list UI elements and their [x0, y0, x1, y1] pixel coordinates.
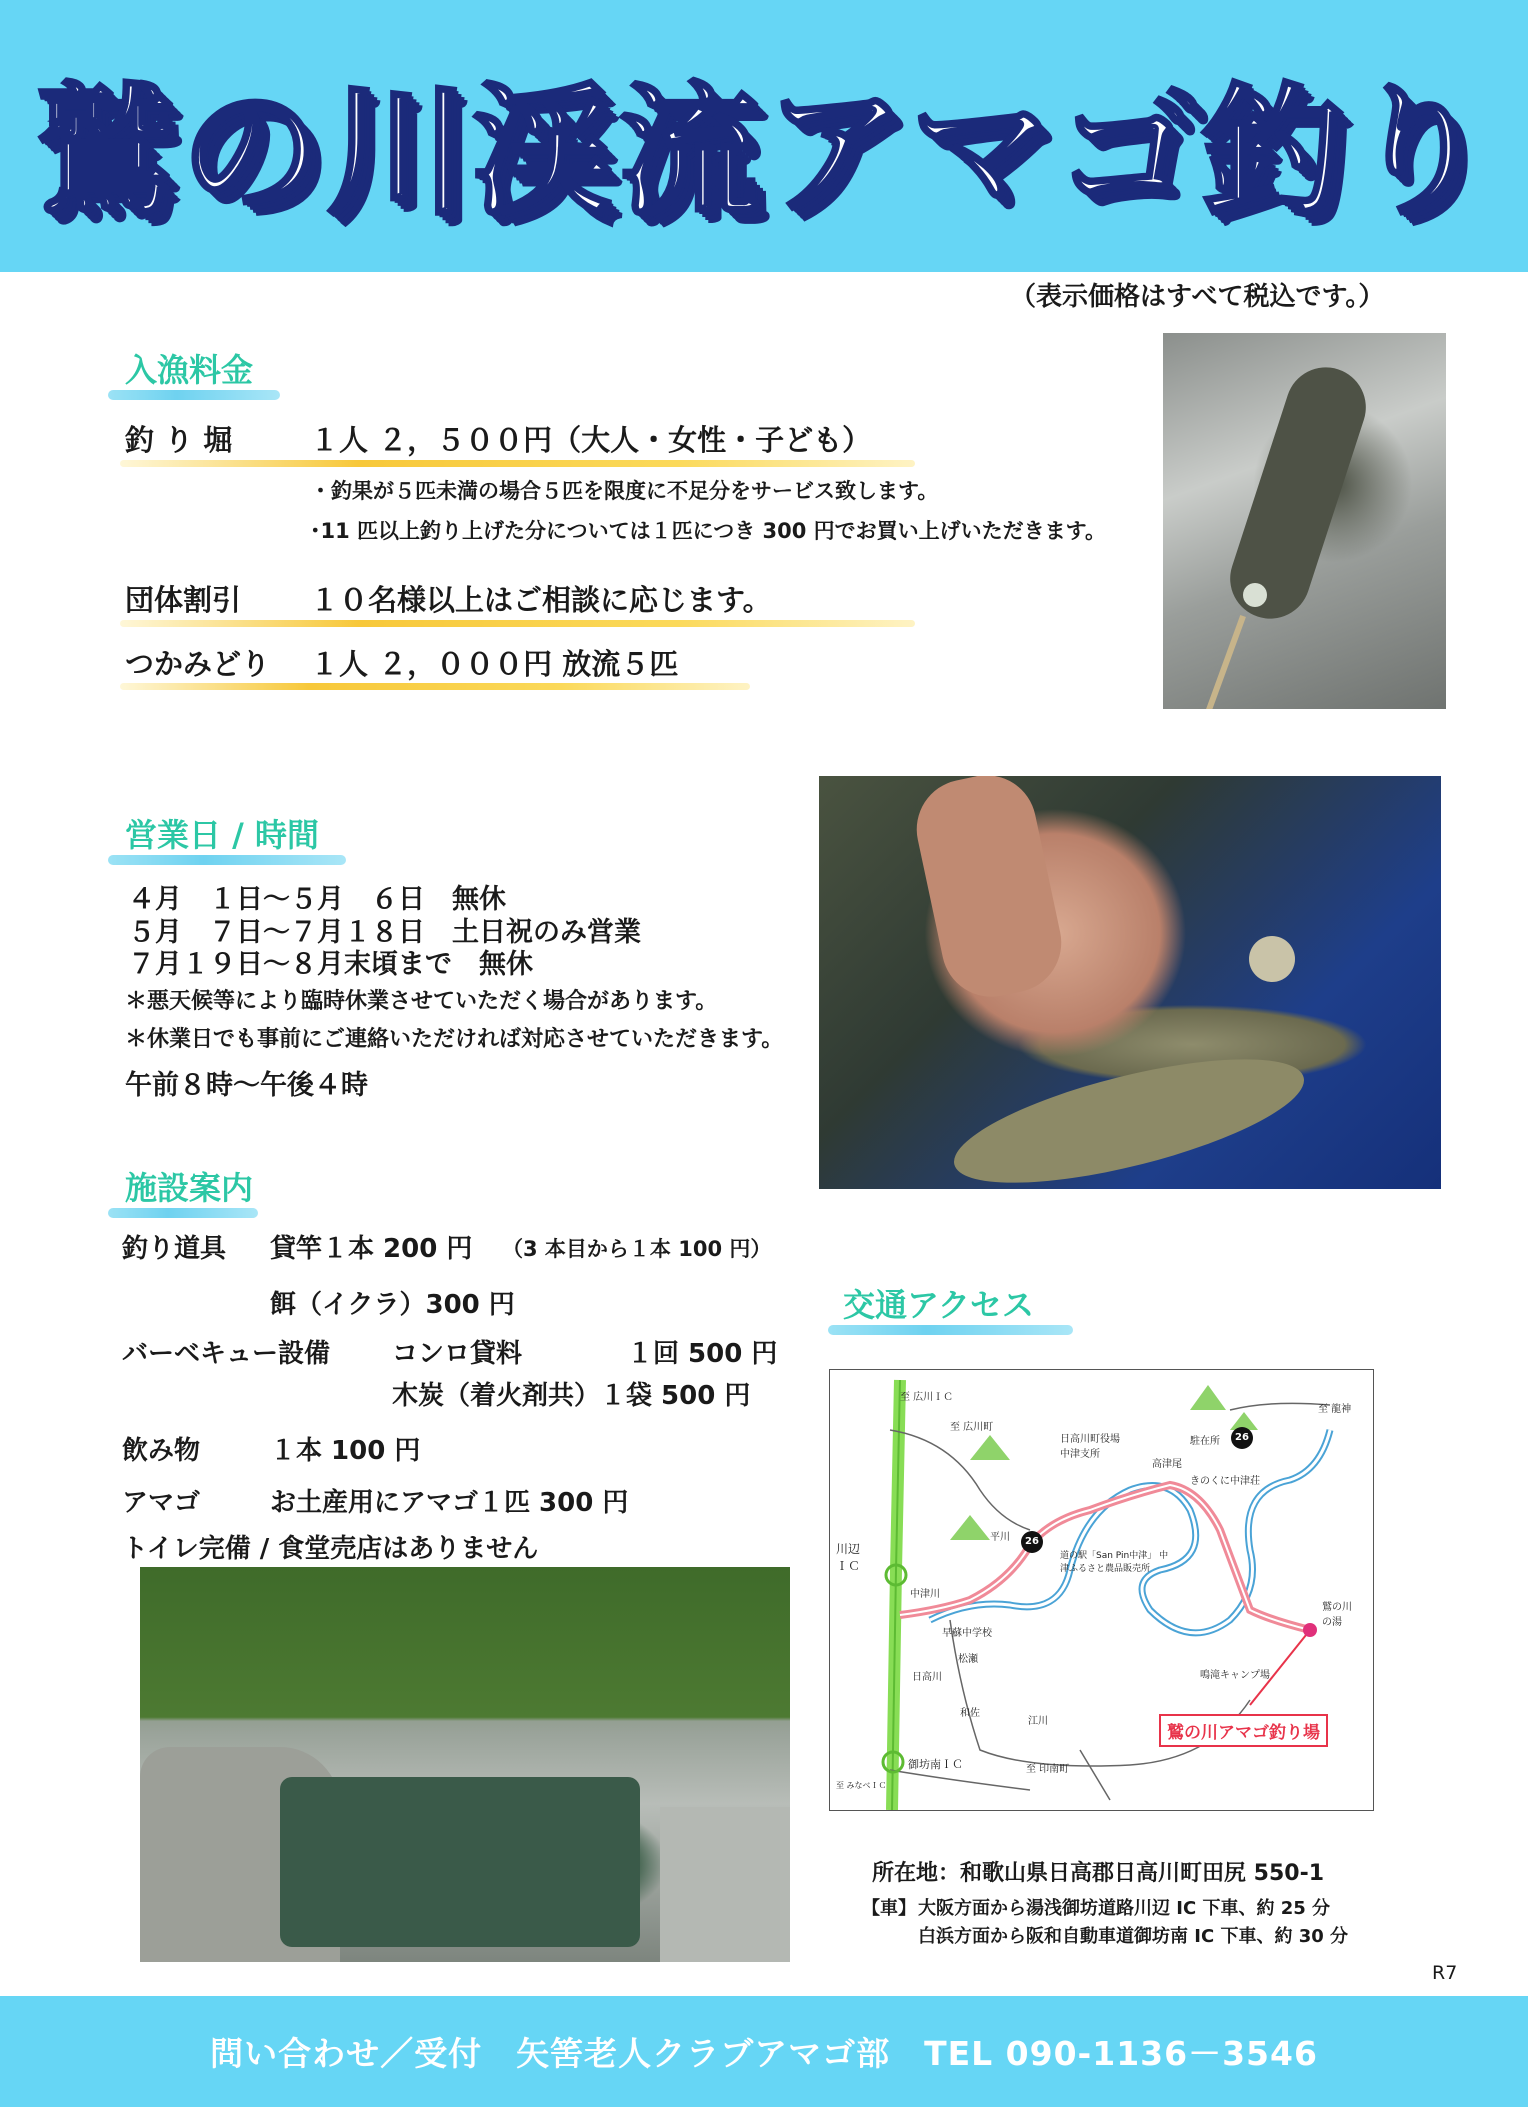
fishing-pond-photo	[140, 1567, 790, 1962]
fee-note-2: ･11 匹以上釣り上げた分については１匹につき 300 円でお買い上げいただきます。	[310, 519, 1106, 543]
map-label-egawa: 江川	[1028, 1716, 1048, 1727]
address: 所在地：和歌山県日高郡日高川町田尻 550-1	[872, 1861, 1325, 1886]
version-code: R7	[1432, 1962, 1458, 1984]
map-label-kinokuni: きのくに中津荘	[1190, 1476, 1260, 1487]
map-label-road26-a: 26	[1235, 1432, 1249, 1443]
group-discount-label: 団体割引	[125, 583, 242, 617]
grab-underline	[120, 683, 750, 690]
bbq-charcoal: 木炭（着火剤共）１袋 500 円	[392, 1381, 751, 1411]
facilities-heading: 施設案内	[125, 1169, 254, 1207]
hours-note-1: ＊悪天候等により臨時休業させていただく場合があります。	[125, 989, 718, 1014]
tackle-bait: 餌（イクラ）300 円	[270, 1290, 515, 1320]
map-label-nakatsugawa: 中津川	[910, 1589, 940, 1600]
drinks-value: １本 100 円	[270, 1436, 421, 1466]
map-label-washinokawa-yu: 鷲の川 の湯	[1322, 1602, 1352, 1628]
access-map	[829, 1369, 1374, 1811]
map-label-minabe: 至 みなべＩＣ	[836, 1781, 887, 1790]
hours-heading: 営業日 / 時間	[125, 816, 319, 854]
drinks-label: 飲み物	[122, 1436, 201, 1466]
fishing-pond-underline	[120, 460, 915, 467]
map-label-kawabe-ic: 川辺 ＩＣ	[836, 1542, 861, 1573]
hours-line-2: ５月 ７日～７月１８日 土日祝のみ営業	[128, 917, 641, 948]
fishing-pond-price: １人 ２，５００円（大人・女性・子ども）	[310, 423, 872, 457]
tackle-rod-note: （3 本目から１本 100 円）	[502, 1237, 772, 1261]
fees-heading-underline	[108, 390, 280, 400]
map-label-camp: 鳴滝キャンプ場	[1200, 1670, 1270, 1681]
map-label-ryujin: 至 龍神	[1318, 1404, 1352, 1415]
hours-line-1: ４月 １日～５月 ６日 無休	[128, 884, 506, 915]
car-label: 【車】	[862, 1898, 916, 1919]
facilities-heading-underline	[108, 1208, 258, 1218]
page-title: 鷲の川渓流アマゴ釣り	[34, 70, 1494, 235]
tackle-label: 釣り道具	[122, 1234, 227, 1264]
car-shirahama: 白浜方面から阪和自動車道御坊南 IC 下車、約 30 分	[918, 1926, 1349, 1947]
grab-label: つかみどり	[125, 647, 271, 681]
map-destination-label: 鷲の川アマゴ釣り場	[1159, 1714, 1328, 1747]
hours-heading-underline	[108, 855, 346, 865]
map-label-matsuse: 松瀬	[958, 1654, 978, 1665]
toilet-note: トイレ完備 / 食堂売店はありません	[122, 1534, 539, 1564]
hours-note-2: ＊休業日でも事前にご連絡いただければ対応させていただきます。	[125, 1027, 784, 1052]
amago-label: アマゴ	[122, 1488, 201, 1518]
map-label-road26-b: 26	[1025, 1536, 1039, 1547]
map-label-hirogawa-ic: 至 広川ＩＣ	[900, 1392, 954, 1403]
amago-value: お土産用にアマゴ１匹 300 円	[270, 1488, 629, 1518]
map-label-inami: 至 印南町	[1026, 1764, 1070, 1775]
access-heading: 交通アクセス	[843, 1286, 1035, 1324]
group-discount-underline	[120, 620, 915, 627]
map-label-hidakagawa: 日高川	[912, 1672, 942, 1683]
fees-heading: 入漁料金	[125, 351, 254, 389]
map-label-gobo-minami-ic: 御坊南ＩＣ	[908, 1758, 963, 1771]
grilled-fish-photo	[1163, 333, 1446, 709]
grab-value: １人 ２，０００円 放流５匹	[310, 647, 679, 681]
tackle-rod: 貸竿１本 200 円	[270, 1234, 473, 1264]
map-label-jhs: 早蘇中学校	[942, 1628, 992, 1639]
map-label-wasa: 和佐	[960, 1708, 980, 1719]
map-label-michinoeki: 道の駅「San Pin中津」 中津ふるさと農品販売所	[1060, 1551, 1169, 1574]
bbq-stove: コンロ貸料	[392, 1339, 523, 1369]
bbq-label: バーベキュー設備	[122, 1339, 331, 1369]
hours-line-3: ７月１９日～８月末頃まで 無休	[128, 949, 533, 980]
opening-time: 午前８時～午後４時	[125, 1070, 368, 1101]
map-label-hirakawa: 平川	[990, 1532, 1010, 1543]
hand-holding-fish-photo	[819, 776, 1441, 1189]
fee-note-1: ・釣果が５匹未満の場合５匹を限度に不足分をサービス致します。	[310, 479, 939, 503]
bbq-stove-price: １回 500 円	[627, 1339, 778, 1369]
map-label-hirogawa-town: 至 広川町	[950, 1422, 994, 1433]
map-label-office: 日高川町役場 中津支所	[1060, 1434, 1120, 1460]
access-heading-underline	[828, 1325, 1073, 1335]
map-label-chuzaisho: 駐在所	[1190, 1436, 1220, 1447]
contact-info: 問い合わせ／受付 矢筈老人クラブアマゴ部 TEL 090-1136－3546	[210, 2034, 1318, 2073]
group-discount-value: １０名様以上はご相談に応じます。	[310, 583, 772, 617]
fishing-pond-label: 釣 り 堀	[125, 423, 233, 457]
tax-note: （表示価格はすべて税込です。）	[1010, 282, 1385, 312]
map-label-takatsuo: 高津尾	[1152, 1459, 1182, 1470]
car-osaka: 大阪方面から湯浅御坊道路川辺 IC 下車、約 25 分	[918, 1898, 1331, 1919]
